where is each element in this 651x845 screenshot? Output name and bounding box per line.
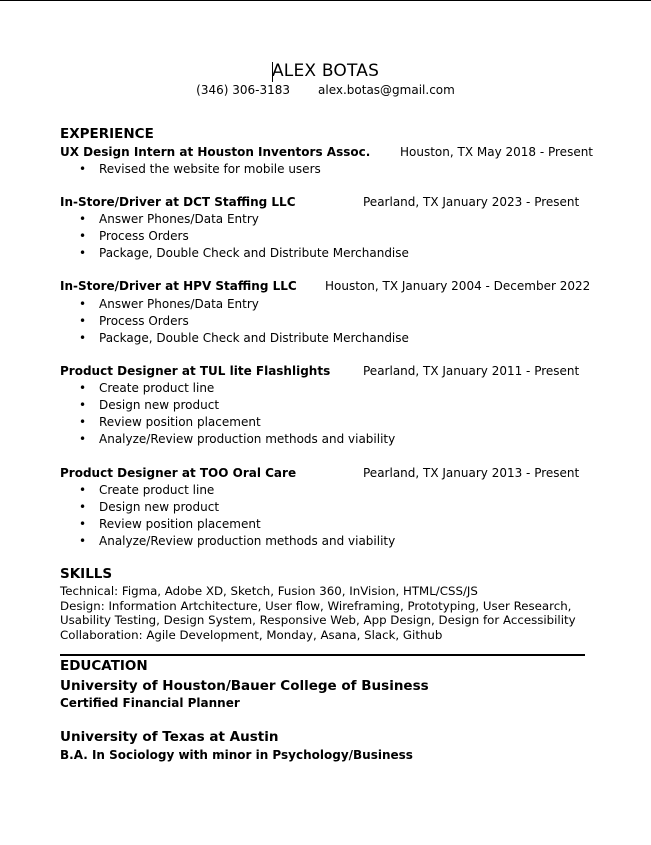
job-location-dates[interactable]: Pearland, TX January 2023 - Present [363,195,580,209]
job-bullets [60,211,409,262]
school-name[interactable]: University of Texas at Austin [60,729,279,745]
skills-block [60,584,576,642]
list-item[interactable]: • Review position placement [60,414,395,431]
skills-heading[interactable]: SKILLS [60,566,113,582]
list-item[interactable]: • Analyze/Review production methods and viability [60,431,395,448]
job-title[interactable]: In-Store/Driver at DCT Staffing LLC [60,195,296,209]
list-item[interactable]: • Review position placement [60,516,395,533]
list-item[interactable]: • Process Orders [60,228,409,245]
school-name[interactable]: University of Houston/Bauer College of Business [60,678,429,694]
skills-line[interactable]: Usability Testing, Design System, Responsive Web, App Design, Design for Accessibility [60,613,576,628]
phone-number: (346) 306-3183 [196,83,291,97]
job-location-dates[interactable]: Houston, TX May 2018 - Present [400,145,594,159]
job-bullets [60,380,395,448]
list-item[interactable]: • Create product line [60,380,395,397]
list-item[interactable]: • Revised the website for mobile users [60,161,321,178]
job-location-dates[interactable]: Pearland, TX January 2011 - Present [363,364,580,378]
list-item[interactable]: • Design new product [60,499,395,516]
list-item[interactable]: • Create product line [60,482,395,499]
contact-line[interactable] [0,83,651,97]
job-title[interactable]: Product Designer at TUL lite Flashlights [60,364,331,378]
list-item[interactable]: • Design new product [60,397,395,414]
skills-line[interactable]: Design: Information Artchitecture, User flow, Wireframing, Prototyping, User Research, [60,598,572,613]
list-item[interactable]: • Analyze/Review production methods and viability [60,533,395,550]
email-address: alex.botas@gmail.com [318,83,455,97]
school-credential[interactable]: B.A. In Sociology with minor in Psychology/Business [60,748,413,762]
resume-name[interactable]: ALEX BOTAS [271,61,380,81]
job-title[interactable]: In-Store/Driver at HPV Staffing LLC [60,279,297,293]
job-title[interactable]: UX Design Intern at Houston Inventors Assoc. [60,145,371,159]
section-divider [60,654,585,656]
list-item[interactable]: • Package, Double Check and Distribute Merchandise [60,245,409,262]
skills-line[interactable]: Technical: Figma, Adobe XD, Sketch, Fusion 360, InVision, HTML/CSS/JS [60,584,478,598]
list-item[interactable]: • Package, Double Check and Distribute Merchandise [60,330,409,347]
education-heading[interactable]: EDUCATION [60,658,148,674]
list-item[interactable]: • Process Orders [60,313,409,330]
job-bullets [60,482,395,550]
school-credential[interactable]: Certified Financial Planner [60,696,240,710]
job-location-dates[interactable]: Pearland, TX January 2013 - Present [363,466,580,480]
job-bullets [60,296,409,347]
job-title[interactable]: Product Designer at TOO Oral Care [60,466,297,480]
skills-line[interactable]: Collaboration: Agile Development, Monday, Asana, Slack, Github [60,627,443,642]
job-bullets [60,161,321,178]
list-item[interactable]: • Answer Phones/Data Entry [60,296,409,313]
experience-heading[interactable]: EXPERIENCE [60,126,154,142]
top-border [0,0,651,1]
job-location-dates[interactable]: Houston, TX January 2004 - December 2022 [325,279,591,293]
list-item[interactable]: • Answer Phones/Data Entry [60,211,409,228]
